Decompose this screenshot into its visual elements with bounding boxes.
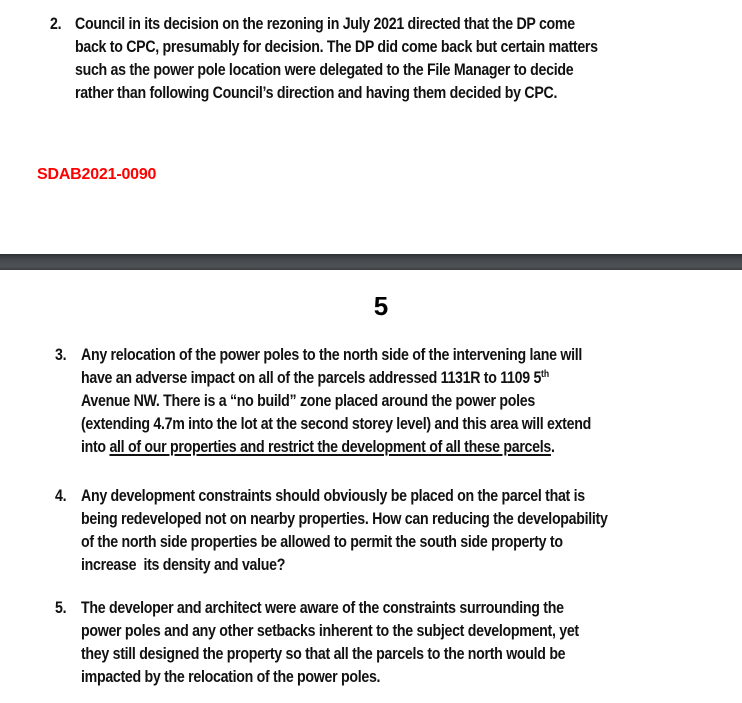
text-line: rather than following Council’s direction and having them decided by CPC.	[75, 84, 558, 102]
text-line: such as the power pole location were delegated to the File Manager to decide	[75, 61, 574, 79]
text-line: impacted by the relocation of the power poles.	[81, 668, 381, 686]
list-item-text	[81, 597, 660, 689]
text-line: they still designed the property so that all the parcels to the north would be	[81, 645, 566, 663]
text-segment: into	[81, 438, 110, 456]
text-line	[81, 436, 591, 459]
page-separator	[0, 254, 742, 270]
list-item-text	[75, 13, 683, 105]
text-line: Any relocation of the power poles to the north side of the intervening lane will	[81, 346, 583, 364]
text-line: The developer and architect were aware of the constraints surrounding the	[81, 599, 564, 617]
text-line: of the north side properties be allowed to permit the south side property to	[81, 533, 563, 551]
list-item-number: 2.	[50, 15, 62, 33]
text-line: Council in its decision on the rezoning in July 2021 directed that the DP come	[75, 15, 575, 33]
case-number-label: SDAB2021-0090	[37, 166, 157, 183]
list-item-text	[81, 344, 674, 459]
text-line	[81, 367, 591, 390]
text-line: Any development constraints should obviously be placed on the parcel that is	[81, 487, 585, 505]
text-line: back to CPC, presumably for decision. The DP did come back but certain matters	[75, 38, 598, 56]
underlined-text: all of our properties and restrict the development of all these parcels	[109, 438, 551, 456]
list-item-number: 4.	[55, 487, 67, 505]
ordinal-superscript: th	[541, 369, 550, 380]
text-segment: have an adverse impact on all of the parcels addressed 1131R to 1109 5	[81, 369, 542, 387]
list-item-text	[81, 485, 693, 577]
list-item-number: 3.	[55, 346, 67, 364]
text-line: Avenue NW. There is a “no build” zone placed around the power poles	[81, 392, 535, 410]
text-line: (extending 4.7m into the lot at the second storey level) and this area will extend	[81, 415, 591, 433]
page-number: 5	[373, 291, 389, 321]
text-segment: .	[550, 438, 555, 456]
list-item-number: 5.	[55, 599, 67, 617]
text-line: being redeveloped not on nearby properties. How can reducing the developability	[81, 510, 608, 528]
text-line: increase its density and value?	[81, 556, 286, 574]
text-line: power poles and any other setbacks inherent to the subject development, yet	[81, 622, 579, 640]
document-page-previous	[0, 0, 742, 254]
